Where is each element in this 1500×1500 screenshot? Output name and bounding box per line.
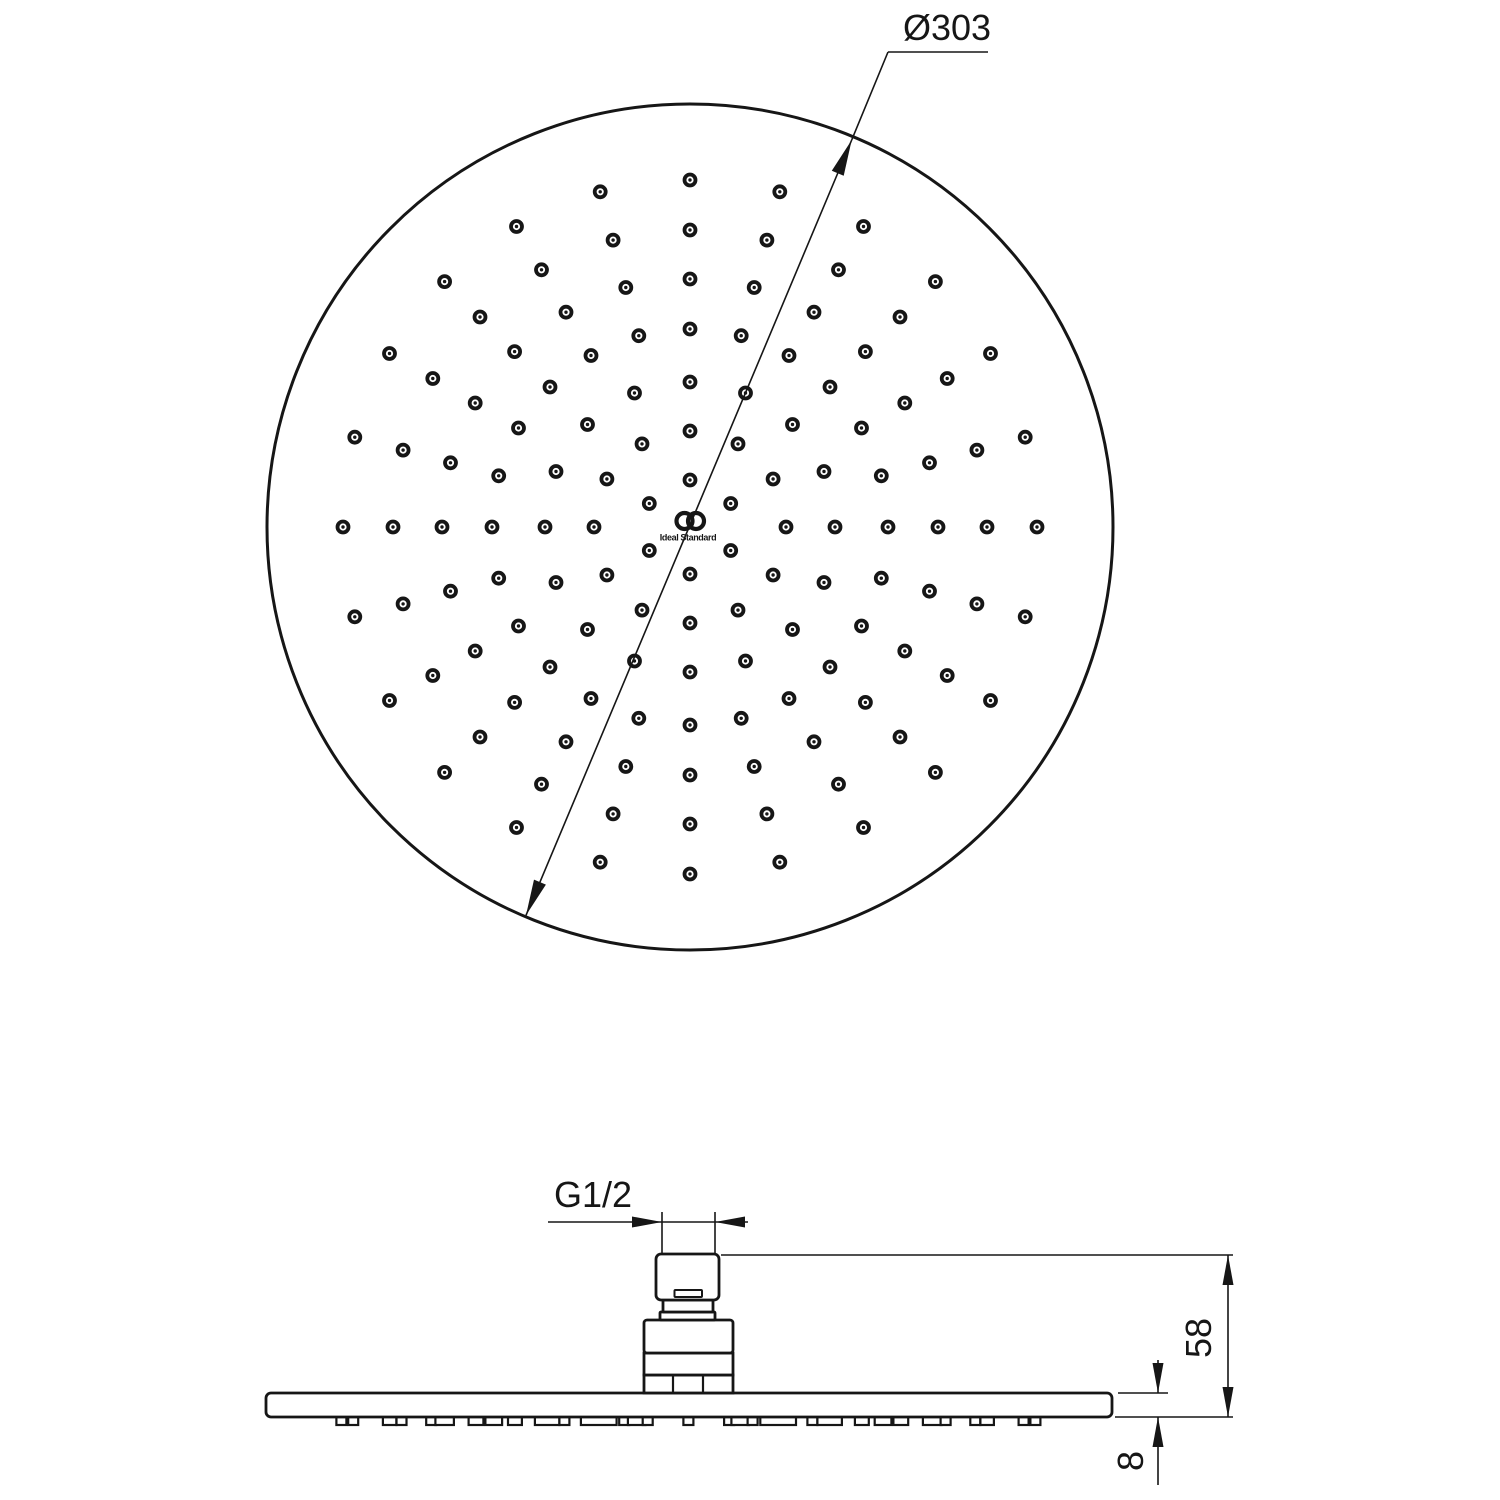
nozzle-center-dot	[688, 670, 691, 673]
diameter-dimension-label: Ø303	[902, 7, 992, 48]
nozzle-center-dot	[989, 699, 992, 702]
nozzle-center-dot	[564, 311, 567, 314]
nozzle-center-dot	[898, 735, 901, 738]
nozzle-center-dot	[928, 590, 931, 593]
nozzle-center-dot	[860, 426, 863, 429]
nozzle-center-dot	[688, 429, 691, 432]
nozzle-center-dot	[388, 699, 391, 702]
nozzle-center-dot	[449, 590, 452, 593]
nozzle-center-dot	[1023, 615, 1026, 618]
nozzle-center-dot	[740, 717, 743, 720]
nozzle-center-dot	[822, 470, 825, 473]
nozzle-center-dot	[864, 350, 867, 353]
nozzle-center-dot	[548, 385, 551, 388]
nozzle-center-dot	[605, 573, 608, 576]
nozzle-center-dot	[928, 461, 931, 464]
nozzle-center-dot	[787, 697, 790, 700]
nozzle-center-dot	[828, 385, 831, 388]
nozzle-center-dot	[688, 773, 691, 776]
nozzle-center-dot	[903, 401, 906, 404]
nozzle-center-dot	[946, 377, 949, 380]
nozzle-center-dot	[688, 572, 691, 575]
nozzle-center-dot	[989, 352, 992, 355]
nozzle-center-dot	[540, 268, 543, 271]
nozzle-center-dot	[903, 649, 906, 652]
nozzle-center-dot	[862, 826, 865, 829]
nozzle-center-dot	[478, 735, 481, 738]
nozzle-center-dot	[564, 740, 567, 743]
nozzle-center-dot	[637, 334, 640, 337]
plate-profile	[266, 1393, 1112, 1417]
nozzle-center-dot	[688, 822, 691, 825]
connector-band	[644, 1353, 733, 1375]
nozzle-center-dot	[401, 602, 404, 605]
nozzle-center-dot	[640, 608, 643, 611]
nozzle-center-dot	[341, 525, 344, 528]
dimension-arrow	[715, 1217, 745, 1228]
brand-logo-icon	[677, 513, 705, 529]
nozzle-center-dot	[443, 771, 446, 774]
nozzle-center-dot	[778, 190, 781, 193]
nozzle-center-dot	[784, 525, 787, 528]
nozzle-center-dot	[517, 624, 520, 627]
nozzle-center-dot	[543, 525, 546, 528]
thread-tab	[675, 1290, 703, 1297]
nozzle-center-dot	[688, 621, 691, 624]
nozzle-center-dot	[517, 426, 520, 429]
nozzle-center-dot	[515, 826, 518, 829]
nozzle-center-dot	[765, 812, 768, 815]
nozzle-center-dot	[449, 461, 452, 464]
nozzle-center-dot	[975, 448, 978, 451]
dimension-arrow	[1153, 1417, 1164, 1447]
nozzle-center-dot	[688, 228, 691, 231]
nozzle-center-dot	[497, 577, 500, 580]
nozzle-center-dot	[791, 628, 794, 631]
nozzle-center-dot	[440, 525, 443, 528]
nozzle-center-dot	[946, 674, 949, 677]
nozzle-center-dot	[833, 525, 836, 528]
nozzle-center-dot	[640, 442, 643, 445]
dimension-arrow	[632, 1217, 662, 1228]
nozzle-center-dot	[554, 581, 557, 584]
nozzle-center-dot	[771, 573, 774, 576]
nozzle-center-dot	[736, 608, 739, 611]
nozzle-center-dot	[688, 723, 691, 726]
nozzle-center-dot	[431, 674, 434, 677]
nozzle-center-dot	[985, 525, 988, 528]
nozzle-center-dot	[592, 525, 595, 528]
nozzle-center-dot	[860, 624, 863, 627]
diameter-dimension	[526, 52, 988, 915]
nozzle-center-dot	[443, 280, 446, 283]
nozzle-center-dot	[611, 238, 614, 241]
nozzle-center-dot	[515, 225, 518, 228]
side-view	[266, 1254, 1112, 1425]
nozzle-center-dot	[744, 659, 747, 662]
nozzle-center-dot	[729, 549, 732, 552]
nozzle-center-dot	[353, 436, 356, 439]
nozzle-center-dot	[589, 354, 592, 357]
nozzle-center-dot	[688, 327, 691, 330]
nozzle-center-dot	[401, 448, 404, 451]
nozzle-center-dot	[388, 352, 391, 355]
brand-logo-text: Ideal Standard	[659, 532, 717, 543]
nozzle-center-dot	[791, 423, 794, 426]
connector-base	[644, 1375, 733, 1393]
nozzle-center-dot	[864, 701, 867, 704]
nozzle-center-dot	[431, 377, 434, 380]
nozzle-center-dot	[736, 442, 739, 445]
nozzle-center-dot	[688, 178, 691, 181]
nozzle-center-dot	[812, 311, 815, 314]
nozzle-center-dot	[765, 238, 768, 241]
nozzle-center-dot	[740, 334, 743, 337]
nozzle-center-dot	[548, 665, 551, 668]
nozzle-center-dot	[391, 525, 394, 528]
nozzle-center-dot	[688, 872, 691, 875]
nozzle-center-dot	[934, 771, 937, 774]
nozzle-center-dot	[771, 477, 774, 480]
thickness-dimension-label: 8	[1110, 1450, 1151, 1472]
nozzle-center-dot	[353, 615, 356, 618]
nozzle-center-dot	[1035, 525, 1038, 528]
nozzle-center-dot	[688, 380, 691, 383]
nozzle-center-dot	[599, 861, 602, 864]
nozzle-center-dot	[611, 812, 614, 815]
dimension-arrow	[526, 880, 546, 916]
nozzle-center-dot	[599, 190, 602, 193]
nozzle-center-dot	[648, 502, 651, 505]
nozzle-center-dot	[605, 477, 608, 480]
dimension-arrow	[1223, 1387, 1234, 1417]
nozzle-center-dot	[837, 783, 840, 786]
nozzle-center-dot	[513, 701, 516, 704]
dimension-arrow	[1223, 1255, 1234, 1285]
nozzle-center-dot	[490, 525, 493, 528]
nozzle-center-dot	[828, 665, 831, 668]
height-dimension-label: 58	[1178, 1317, 1219, 1359]
nozzle-center-dot	[633, 391, 636, 394]
nozzle-center-dot	[880, 577, 883, 580]
nozzle-center-dot	[586, 628, 589, 631]
nozzle-center-dot	[497, 474, 500, 477]
ball-joint-housing	[644, 1320, 733, 1353]
nozzle-center-dot	[554, 470, 557, 473]
neck	[663, 1300, 713, 1312]
nozzle-center-dot	[637, 717, 640, 720]
nozzle-center-dot	[624, 286, 627, 289]
nozzle-center-dot	[812, 740, 815, 743]
nozzle-center-dot	[648, 549, 651, 552]
nozzle-center-dot	[753, 286, 756, 289]
nozzle-center-dot	[787, 354, 790, 357]
nozzle-center-dot	[513, 350, 516, 353]
top-view	[267, 52, 1113, 950]
nozzle-center-dot	[624, 765, 627, 768]
nozzle-center-dot	[586, 423, 589, 426]
nozzle-center-dot	[837, 268, 840, 271]
nozzle-center-dot	[474, 401, 477, 404]
nozzle-center-dot	[753, 765, 756, 768]
nozzle-center-dot	[540, 783, 543, 786]
nozzle-center-dot	[934, 280, 937, 283]
nozzle-center-dot	[898, 315, 901, 318]
dimension-arrow	[832, 140, 852, 176]
nozzle-center-dot	[688, 478, 691, 481]
nozzle-center-dot	[688, 277, 691, 280]
nozzle-center-dot	[1023, 436, 1026, 439]
thread-dimension-label: G1/2	[553, 1174, 633, 1215]
nozzle-center-dot	[886, 525, 889, 528]
connector-assembly	[644, 1254, 733, 1393]
nozzle-center-dot	[936, 525, 939, 528]
nozzle-center-dot	[778, 861, 781, 864]
nozzle-center-dot	[729, 502, 732, 505]
nozzle-center-dot	[822, 581, 825, 584]
nozzle-center-dot	[589, 697, 592, 700]
nozzle-center-dot	[478, 315, 481, 318]
nozzle-center-dot	[880, 474, 883, 477]
nozzle-center-dot	[474, 649, 477, 652]
nozzle-center-dot	[862, 225, 865, 228]
dimension-arrow	[1153, 1363, 1164, 1393]
nozzle-center-dot	[975, 602, 978, 605]
